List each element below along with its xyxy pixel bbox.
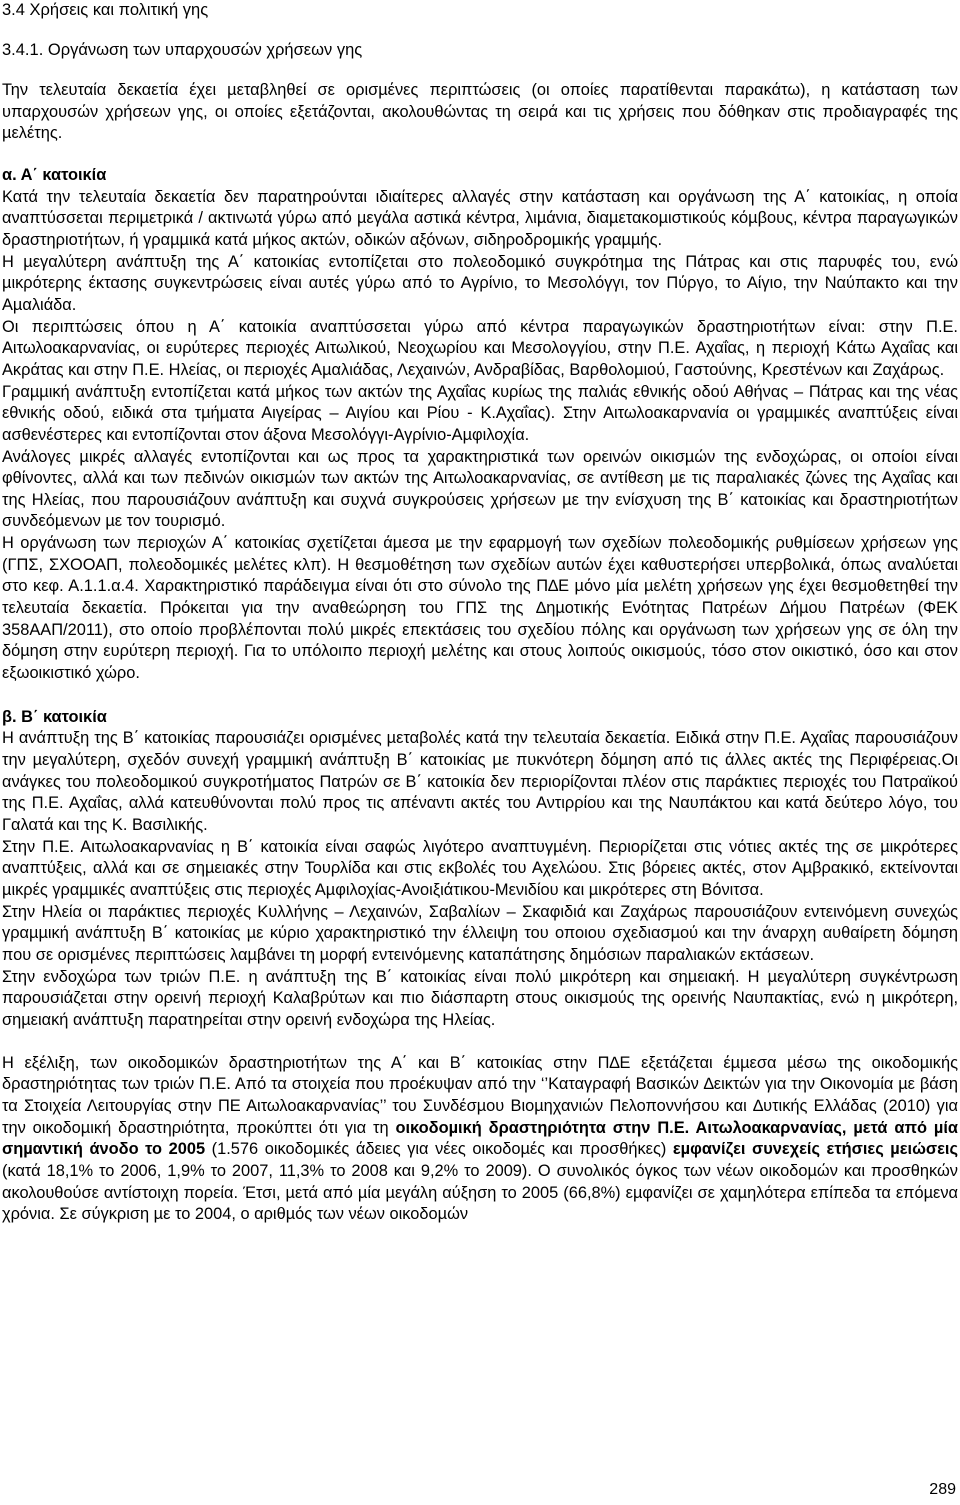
paragraph: Την τελευταία δεκαετία έχει µεταβληθεί σε ορισµένες περιπτώσεις (οι οποίες παρατίθενται παρακάτω), η κατάσταση των υπαρχουσών χρήσεων γης, οι οποίες εξετάζονται, ακολουθώντας τη σειρά και τις χρήσεις που δόθηκαν στις προδιαγραφές της µελέτης. [2,81,958,143]
paragraph: Η οργάνωση των περιοχών Α΄ κατοικίας σχετίζεται άµεσα µε την εφαρµογή των σχεδίων πολεοδοµικής ρυθµίσεων χρήσεων γης (ΓΠΣ, ΣΧΟΟΑΠ, πολεοδοµικές µελέτες κλπ). Η θεσµοθέτηση των σχεδίων αυτών έχει καθυστερήσει υπερβολικά, όπως αναλύεται στο κεφ. Α.1.1.α.4. Χαρακτηριστικό παράδειγµα είναι ότι στο σύνολο της Π∆Ε µόνο µία µελέτη χρήσεων γης έχει θεσµοθετηθεί την τελευταία δεκαετία. Πρόκειται για την αναθεώρηση του ΓΠΣ της ∆ηµοτικής Ενότητας Πατρέων ∆ήµου Πατρέων (ΦΕΚ 358ΑΑΠ/2011), στο οποίο προβλέπονται πολύ µικρές επεκτάσεις του σχεδίου πόλης και οργάνωση των χρήσεων γης σε όλη την δόµηση στην ευρύτερη περιοχή. Για το υπόλοιπο περιοχή µελέτης και στους λοιπούς οικισµούς, τόσο στον οικιστικό, όσο και στον εξωοικιστικό χώρο. [2,534,958,683]
paragraph: Στην Π.Ε. Αιτωλοακαρνανίας η Β΄ κατοικία είναι σαφώς λιγότερο αναπτυγµένη. Περιορίζεται στις νότιες ακτές της σε µικρότερες αναπτύξεις, αλλά και σε σηµειακές στην Τουρλίδα και στις εκβολές του Αχελώου. Στις βόρειες ακτές, στον Αµβρακικό, εκτείνονται µικρές γραµµικές αναπτύξεις στις περιοχές Αµφιλοχίας-Ανοιξιάτικου-Μενιδίου και µικρότερες στη Βόνιτσα. [2,837,958,899]
section-heading: 3.4 Χρήσεις και πολιτική γης [2,1,209,19]
subsection-heading: 3.4.1. Οργάνωση των υπαρχουσών χρήσεων γης [2,41,363,59]
section-a [2,165,958,685]
section-b-title: β. Β΄ κατοικία [2,707,107,726]
intro-paragraph [2,80,958,145]
bold-text-run: οικοδοµική δραστηριότητα στην Π.Ε. Αιτωλοακαρνανίας, µετά από µία σηµαντική άνοδο το 2005 [2,1118,958,1159]
paragraph: Στην Ηλεία οι παράκτιες περιοχές Κυλλήνης – Λεχαινών, Σαβαλίων – Σκαφιδιά και Ζαχάρως παρουσιάζουν εντεινόµενη συνεχώς γραµµική ανάπτυξη Β΄ κατοικίας µε κύριο χαρακτηριστικό την έλλειψη του οποιου σχεδιασµού και την άναρχη αυθαίρετη δόµηση που σε ορισµένες περιπτώσεις λαµβάνει τη µορφή εντεινόµενης καταπάτησης δηµόσιων παραλιακών εκτάσεων. [2,902,958,964]
spacer [2,145,958,165]
bold-text-run: εµφανίζει συνεχείς ετήσιες µειώσεις [672,1140,958,1159]
spacer [2,1032,958,1053]
document-page [2,0,958,1226]
paragraph: Οι περιπτώσεις όπου η Α΄ κατοικία αναπτύσσεται γύρω από κέντρα παραγωγικών δραστηριοτήτων είναι: στην Π.Ε. Αιτωλοακαρνανίας, οι ευρύτερες περιοχές Αιτωλικού, Νεοχωρίου και Μεσολογγίου, στην Π.Ε. Αχαΐας, η περιοχή Κάτω Αχαΐας και Ακράτας και στην Π.Ε. Ηλείας, οι περιοχές Αµαλιάδας, Λεχαινών, Ανδραβίδας, Βαρθολοµιού, Γαστούνης, Κρεστένων και Ζαχάρως. [2,317,958,379]
section-b [2,707,958,1032]
text-run: (κατά 18,1% το 2006, 1,9% το 2007, 11,3% το 2008 και 9,2% το 2009). Ο συνολικός όγκος των νέων οικοδοµών και προσθηκών ακολουθούσε αντίστοιχη πορεία. Έτσι, µετά από µία µεγάλη αύξηση το 2005 (66,8%) εµφανίζει σε χαµηλότερα επίπεδα τα επόµενα χρόνια. Σε σύγκριση µε το 2004, ο αριθµός των νέων οικοδοµών [2,1161,958,1224]
text-run: (1.576 οικοδοµικές άδειες για νέες οικοδοµές και προσθήκες) [205,1140,673,1159]
section-a-title: α. Α΄ κατοικία [2,165,107,184]
paragraph: Η µεγαλύτερη ανάπτυξη της Α΄ κατοικίας εντοπίζεται στο πολεοδοµικό συγκρότηµα της Πάτρας και στις παρυφές του, ενώ µικρότερης έκτασης συγκεντρώσεις είναι αυτές γύρω από το Αγρίνιο, το Μεσολόγγι, τον Πύργο, το Αίγιο, την Ναύπακτο και την Αµαλιάδα. [2,252,958,314]
text-run: Η εξέλιξη, των οικοδοµικών δραστηριοτήτων της Α΄ και Β΄ κατοικίας στην Π∆Ε εξετάζεται έµµεσα µέσω της οικοδοµικής δραστηριότητας των τριών Π.Ε. Από τα στοιχεία που προέκυψαν από την ‘’Καταγραφή Βασικών ∆εικτών για την Οικονοµία µε βάση τα Στοιχεία Λειτουργίας στην ΠΕ Αιτωλοακαρνανίας’’ του Συνδέσµου Βιοµηχανιών Πελοποννήσου και ∆υτικής Ελλάδας (2010) για την οικοδοµική δραστηριότητα, προκύπτει ότι για τη [2,1053,958,1137]
paragraph: Η ανάπτυξη της Β΄ κατοικίας παρουσιάζει ορισµένες µεταβολές κατά την τελευταία δεκαετία. Ειδικά στην Π.Ε. Αχαΐας παρουσιάζουν την µεγαλύτερη, σχεδόν συνεχή γραµµική ανάπτυξη Β΄ κατοικίας µε πυκνότερη δόµηση από τις άλλες ακτές της Περιφέρειας.Οι ανάγκες του πολεοδοµικού συγκροτήµατος Πατρών σε Β΄ κατοικία δεν περιορίζονται πλέον στις παράκτιες περιοχές του Πατραϊκού της Π.Ε. Αχαΐας, αλλά κατευθύνονται πολύ προς τις απέναντι ακτές του Αντιρρίου και της Ναυπάκτου και κατά δεύτερο λόγο, του Γαλατά και της Κ. Βασιλικής. [2,729,958,834]
paragraph: Γραµµική ανάπτυξη εντοπίζεται κατά µήκος των ακτών της Αχαΐας κυρίως της παλιάς εθνικής οδού Αθήνας – Πάτρας και της νέας εθνικής οδού, ειδικά στα τµήµατα Αιγείρας – Αιγίου και Ρίου - Κ.Αχαΐας). Στην Αιτωλοακαρνανία οι γραµµικές αναπτύξεις είναι ασθενέστερες και εντοπίζονται στον άξονα Μεσολόγγι-Αγρίνιο-Αµφιλοχία. [2,382,958,444]
page-number: 289 [929,1481,956,1498]
paragraph: Στην ενδοχώρα των τριών Π.Ε. η ανάπτυξη της Β΄ κατοικίας είναι πολύ µικρότερη και σηµειακή. Η µεγαλύτερη συγκέντρωση παρουσιάζεται στην ορεινή περιοχή Καλαβρύτων και πιο διάσπαρτη στους οικισµούς της ορεινής Ναυπακτίας, ενώ η µικρότερη, σηµειακή ανάπτυξη παρατηρείται στην ορεινή ενδοχώρα της Ηλείας. [2,967,958,1029]
closing-paragraph [2,1053,958,1226]
spacer [2,685,958,707]
paragraph: Ανάλογες µικρές αλλαγές εντοπίζονται και ως προς τα χαρακτηριστικά των ορεινών οικισµών της ενδοχώρας, οι οποίοι είναι φθίνοντες, αλλά και των πεδινών οικισµών των ακτών της Αιτωλοακαρνανίας, σε αντίθεση µε τις παραλιακές ζώνες της Αχαΐας και της Ηλείας, που παρουσιάζουν ανάπτυξη και συχνά συγκρούσεις χρήσεων µε την ενίσχυση της Β΄ κατοικίας και δραστηριοτήτων συνδεόµενων µε τον τουρισµό. [2,447,958,531]
closing-section [2,1053,958,1226]
paragraph: Κατά την τελευταία δεκαετία δεν παρατηρούνται ιδιαίτερες αλλαγές στην κατάσταση και οργάνωση της Α΄ κατοικίας, η οποία αναπτύσσεται περιµετρικά / ακτινωτά γύρω από µεγάλα αστικά κέντρα, λιµάνια, διαµετακοµιστικούς κόµβους, κέντρα παραγωγικών δραστηριοτήτων, ή γραµµικά κατά µήκος ακτών, οδικών αξόνων, σιδηροδροµικής γραµµής. [2,187,958,249]
